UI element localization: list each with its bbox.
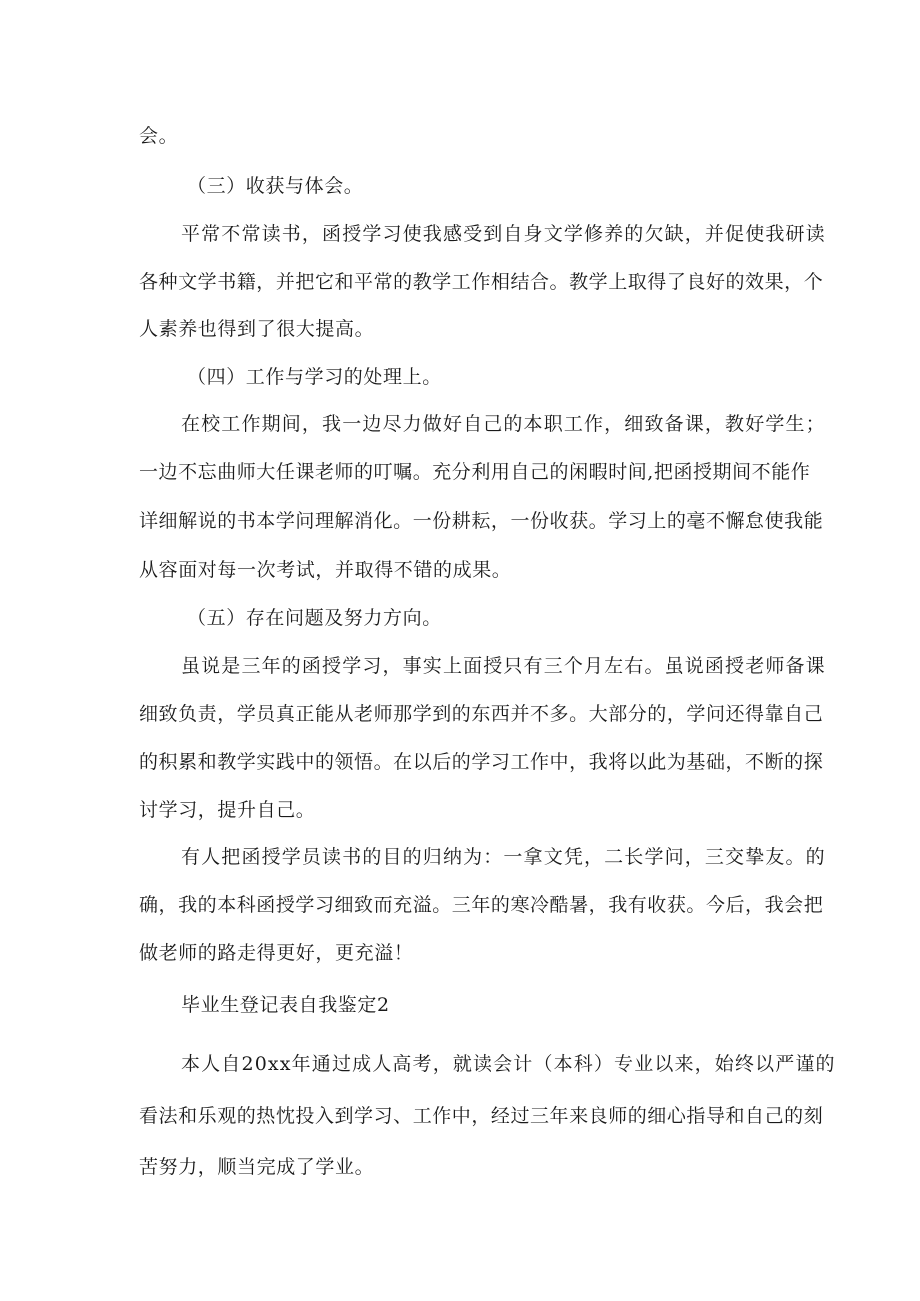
paragraph-line: 有人把函授学员读书的目的归纳为：一拿文凭，二长学问，三交挚友。的 (181, 846, 826, 868)
paragraph-end-line: 会。 (139, 125, 179, 147)
paragraph-line: 细致负责，学员真正能从老师那学到的东西并不多。大部分的，学问还得靠自己 (139, 703, 824, 725)
paragraph-line: 苦努力，顺当完成了学业。 (139, 1156, 375, 1178)
section-heading-work-study: （四）工作与学习的处理上。 (187, 366, 442, 388)
paragraph-line: 一边不忘曲师大任课老师的叮嘱。充分利用自己的闲暇时间,把函授期间不能作 (139, 461, 811, 483)
paragraph-line: 从容面对每一次考试，并取得不错的成果。 (139, 559, 512, 581)
paragraph-line: 各种文学书籍，并把它和平常的教学工作相结合。教学上取得了良好的效果，个 (139, 271, 824, 293)
paragraph-line: 平常不常读书，函授学习使我感受到自身文学修养的欠缺，并促使我研读 (181, 223, 826, 245)
section-heading-harvest: （三）收获与体会。 (187, 175, 364, 197)
paragraph-line: 本人自20xx年通过成人高考，就读会计（本科）专业以来，始终以严谨的 (181, 1053, 836, 1075)
paragraph-line: 确，我的本科函授学习细致而充溢。三年的寒冷酷暑，我有收获。今后，我会把 (139, 894, 824, 916)
paragraph-line: 虽说是三年的函授学习，事实上面授只有三个月左右。虽说函授老师备课 (181, 655, 826, 677)
paragraph-line: 详细解说的书本学问理解消化。一份耕耘，一份收获。学习上的毫不懈怠使我能 (139, 510, 824, 532)
paragraph-line: 在校工作期间，我一边尽力做好自己的本职工作，细致备课，教好学生； (181, 413, 826, 435)
paragraph-line: 看法和乐观的热忱投入到学习、工作中，经过三年来良师的细心指导和自己的刻 (139, 1105, 824, 1127)
document-subtitle: 毕业生登记表自我鉴定2 (181, 994, 390, 1016)
paragraph-line: 人素养也得到了很大提高。 (139, 318, 375, 340)
paragraph-line: 的积累和教学实践中的领悟。在以后的学习工作中，我将以此为基础，不断的探 (139, 751, 824, 773)
paragraph-line: 讨学习，提升自己。 (139, 799, 316, 821)
paragraph-line: 做老师的路走得更好，更充溢！ (139, 942, 414, 964)
section-heading-problems: （五）存在问题及努力方向。 (187, 607, 442, 629)
